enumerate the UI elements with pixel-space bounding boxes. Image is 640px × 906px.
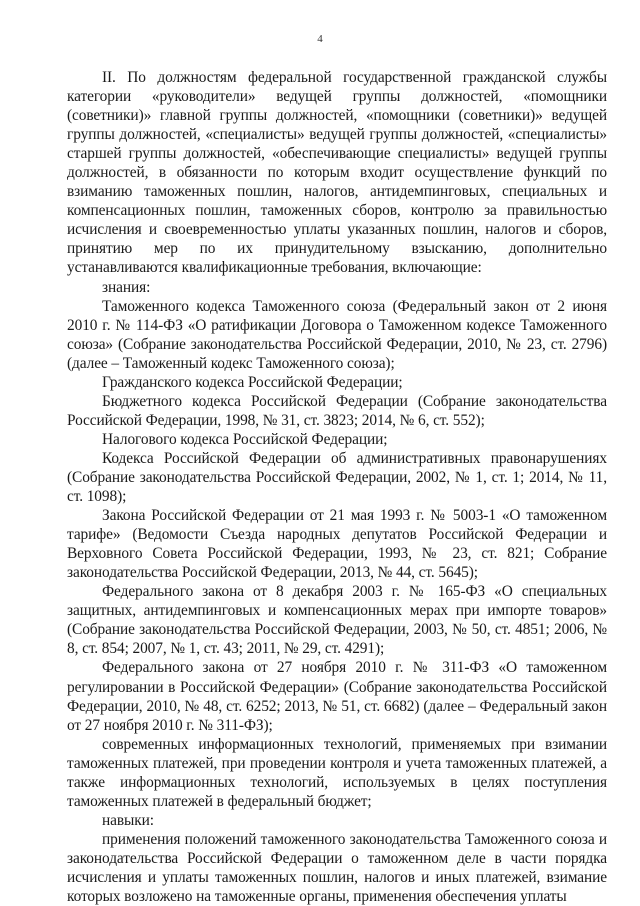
paragraph-civil-code: Гражданского кодекса Российской Федерации; [102,373,403,391]
paragraph-section-intro: II. По должностям федеральной государственной гражданской службы категории «руководители» ведущей группы должностей, «помощники (советники)» главной группы должностей, «помощники (советники)» ведущей группы должностей, «специалисты» ведущей группы должностей, «специалисты» старшей группы должностей, «обеспечивающие специалисты» ведущей группы должностей, в обязанности по которым входит осуществление функций по взиманию таможенных пошлин, налогов, антидемпинговых, специальных и компенсационных пошлин, таможенных сборов, контролю за правильностью исчисления и своевременностью уплаты указанных пошлин, налогов и сборов, принятию мер по их принудительному взысканию, дополнительно устанавливаются квалификационные требования, включающие: [67,69,607,277]
paragraph-customs-code: Таможенного кодекса Таможенного союза (Федеральный закон от 2 июня 2010 г. № 114-ФЗ «О ратификации Договора о Таможенном кодексе Таможенного союза» (Собрание законодательства Российской Федерации, 2010, № 23, ст. 2796) (далее – Таможенный кодекс Таможенного союза); [67,297,607,372]
paragraph-administrative-code: Кодекса Российской Федерации об административных правонарушениях (Собрание законодательства Российской Федерации, 2002, № 1, ст. 1; 2014, № 11, ст. 1098); [67,449,607,506]
paragraph-skills-heading: навыки: [102,811,154,829]
paragraph-budget-code: Бюджетного кодекса Российской Федерации (Собрание законодательства Российской Федерации, 1998, № 31, ст. 3823; 2014, № 6, ст. 552); [67,392,607,429]
document-body [67,68,607,906]
paragraph-tax-code: Налогового кодекса Российской Федерации; [102,430,388,448]
paragraph-law-165-fz: Федерального закона от 8 декабря 2003 г. № 165-ФЗ «О специальных защитных, антидемпинговых и компенсационных мерах при импорте товаров» (Собрание законодательства Российской Федерации, 2003, № 50, ст. 4851; 2006, № 8, ст. 854; 2007, № 1, ст. 43; 2011, № 29, ст. 4291); [67,583,607,658]
paragraph-knowledge-heading: знания: [102,278,151,296]
paragraph-skills-application: применения положений таможенного законодательства Таможенного союза и законодательства Российской Федерации о таможенном деле в части порядка исчисления и уплаты таможенных пошлин, налогов и иных платежей, взимание которых возложено на таможенные органы, применения обеспечения уплаты [67,830,607,906]
paragraph-law-311-fz: Федерального закона от 27 ноября 2010 г. № 311-ФЗ «О таможенном регулировании в Российской Федерации» (Собрание законодательства Российской Федерации, 2010, № 48, ст. 6252; 2013, № 51, ст. 6682) (далее – Федеральный закон от 27 ноября 2010 г. № 311-ФЗ); [67,659,607,734]
paragraph-information-technologies: современных информационных технологий, применяемых при взимании таможенных платежей, при проведении контроля и учета таможенных платежей, а также информационных технологий, используемых в целях поступления таможенных платежей в федеральный бюджет; [67,735,607,810]
paragraph-customs-tariff-law: Закона Российской Федерации от 21 мая 1993 г. № 5003-1 «О таможенном тарифе» (Ведомости Съезда народных депутатов Российской Федерации и Верховного Совета Российской Федерации, 1993, № 23, ст. 821; Собрание законодательства Российской Федерации, 2013, № 44, ст. 5645); [67,507,607,582]
page-number: 4 [317,33,323,45]
